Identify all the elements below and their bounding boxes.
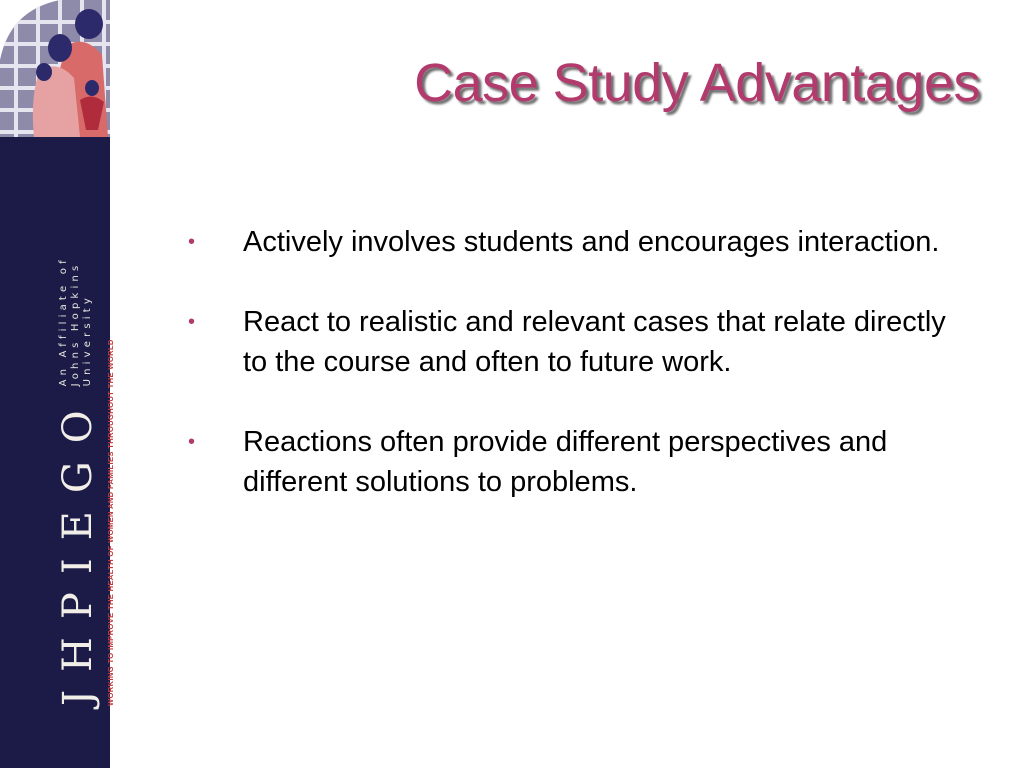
bullet-text: Reactions often provide different perspectives and different solutions to problems. <box>243 426 888 498</box>
brand-vertical-text <box>55 256 115 706</box>
bullet-item <box>186 302 976 382</box>
tagline: WORKING TO IMPROVE THE HEALTH OF WOMEN AND FAMILIES THROUGHOUT THE WORLD <box>106 339 115 706</box>
bullet-dot-icon: • <box>188 311 196 333</box>
family-logo-icon <box>0 0 110 137</box>
affiliate-line: Johns Hopkins <box>70 261 81 387</box>
slide-title: Case Study Advantages <box>414 53 980 113</box>
bullet-text: React to realistic and relevant cases that relate directly to the course and often to future work. <box>243 306 946 378</box>
bullet-item <box>186 422 976 502</box>
affiliate-text <box>58 256 94 386</box>
brand-name: JHPIEGO <box>55 392 101 706</box>
sidebar-panel <box>0 0 115 768</box>
bullet-text: Actively involves students and encourages interaction. <box>243 226 940 258</box>
affiliate-line: University <box>82 293 93 387</box>
bullet-list <box>186 222 976 542</box>
affiliate-line: An Affiliate of <box>58 256 69 387</box>
bullet-item <box>186 222 976 262</box>
bullet-dot-icon: • <box>188 431 196 453</box>
bullet-dot-icon: • <box>188 231 196 253</box>
